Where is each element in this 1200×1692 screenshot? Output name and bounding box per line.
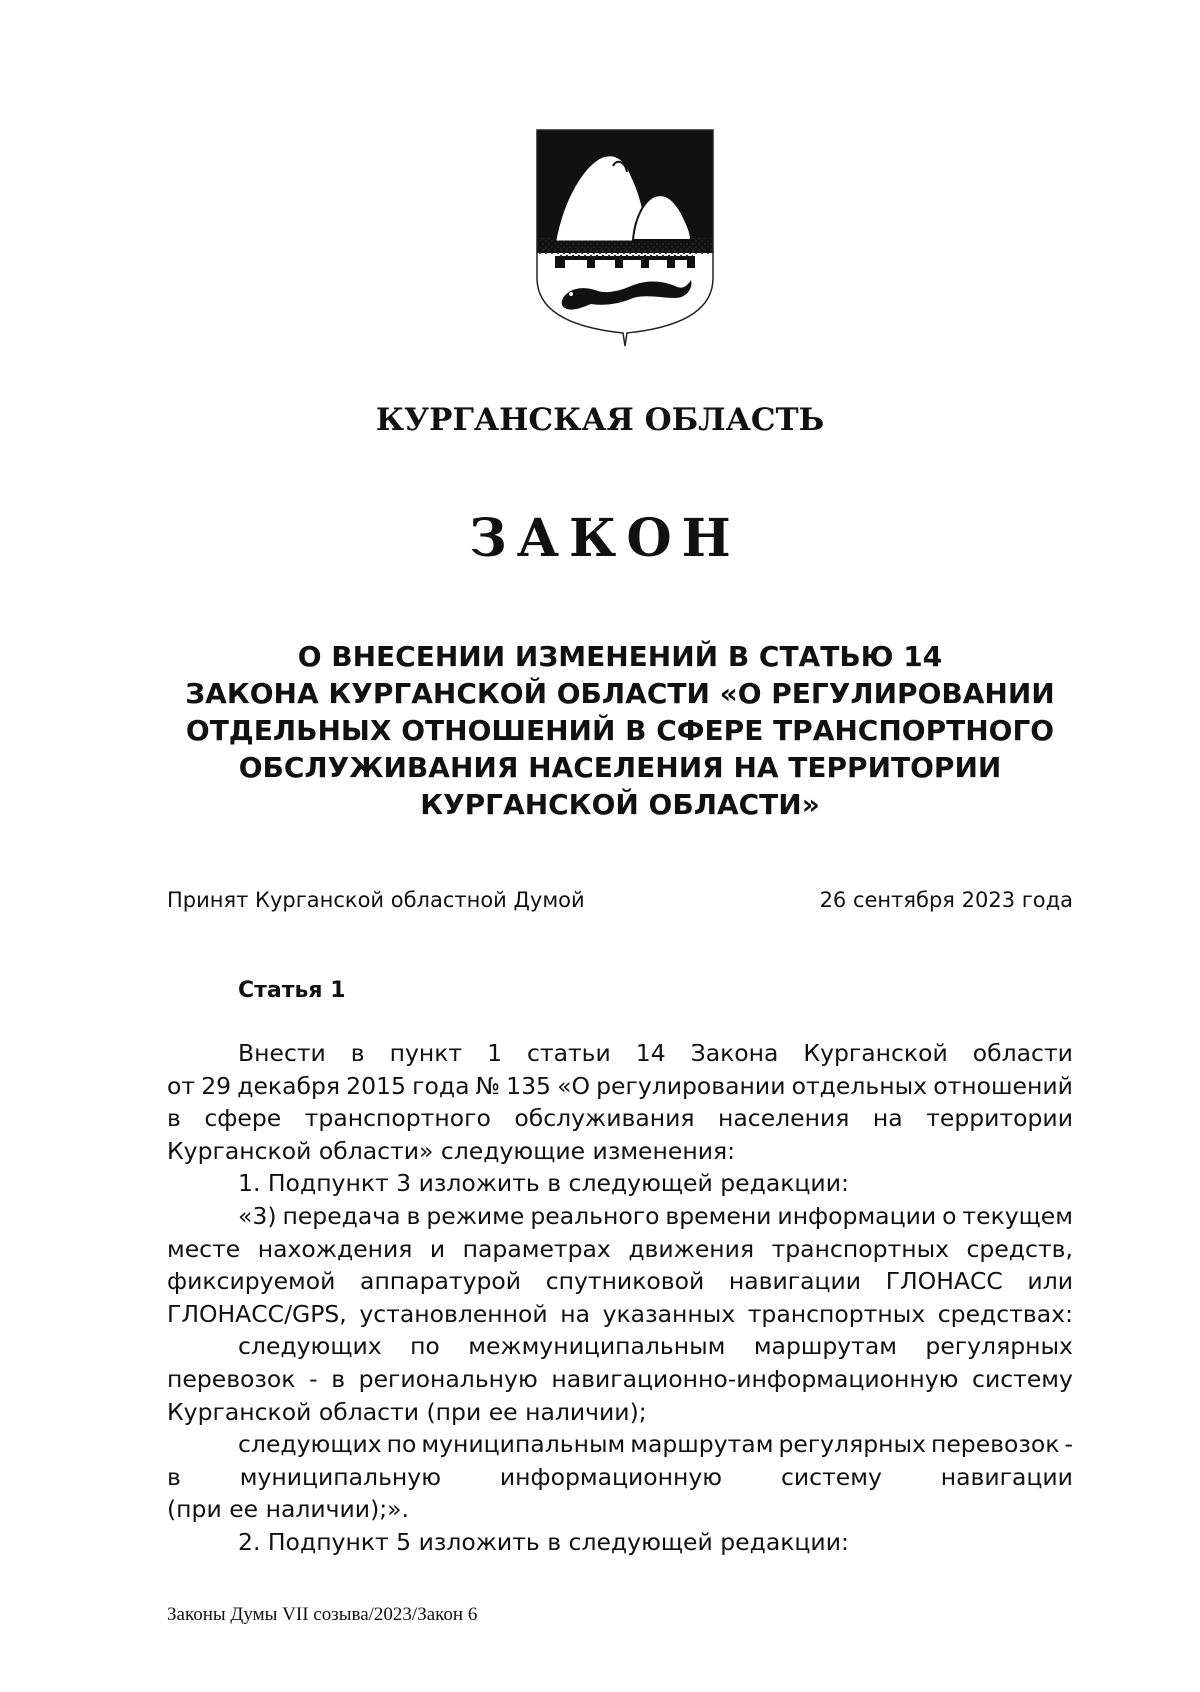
word: навигации bbox=[940, 1462, 1073, 1491]
footer-reference: Законы Думы VII созыва/2023/Закон 6 bbox=[167, 1604, 478, 1625]
title-line: ОТДЕЛЬНЫХ ОТНОШЕНИЙ В СФЕРЕ ТРАНСПОРТНОГО bbox=[185, 714, 1055, 747]
word: в bbox=[167, 1462, 181, 1491]
word: нахождения bbox=[257, 1234, 413, 1263]
word: перевозок bbox=[930, 1430, 1060, 1459]
word: - bbox=[1064, 1430, 1073, 1459]
word: 14 bbox=[635, 1039, 666, 1067]
word: систему bbox=[780, 1462, 882, 1491]
word: по bbox=[386, 1430, 417, 1459]
article-line bbox=[167, 1102, 1073, 1135]
word: ГЛОНАСС bbox=[885, 1267, 1003, 1296]
word: передача bbox=[282, 1201, 401, 1230]
article-line bbox=[167, 1265, 1073, 1298]
word: фиксируемой bbox=[167, 1267, 336, 1296]
word: информации bbox=[777, 1201, 937, 1230]
word: движения bbox=[628, 1234, 755, 1263]
article-line bbox=[167, 1037, 1073, 1070]
law-title bbox=[140, 638, 1100, 823]
word: следующих bbox=[238, 1430, 382, 1459]
word: муниципальную bbox=[239, 1462, 441, 1491]
word: установленной bbox=[359, 1299, 548, 1328]
word: или bbox=[1027, 1267, 1073, 1296]
title-line: ОБСЛУЖИВАНИЯ НАСЕЛЕНИЯ НА ТЕРРИТОРИИ bbox=[238, 751, 1002, 784]
word: региональную bbox=[358, 1364, 538, 1393]
word: аппаратурой bbox=[360, 1267, 522, 1296]
title-line: О ВНЕСЕНИИ ИЗМЕНЕНИЙ В СТАТЬЮ 14 bbox=[297, 640, 943, 673]
word: систему bbox=[972, 1364, 1073, 1393]
article-line bbox=[167, 1461, 1073, 1494]
word: межмуниципальным bbox=[468, 1332, 726, 1361]
word: в bbox=[331, 1364, 346, 1393]
word: текущем bbox=[962, 1201, 1073, 1230]
word: 135 bbox=[506, 1071, 551, 1100]
word: декабря bbox=[237, 1071, 341, 1100]
word: в bbox=[406, 1201, 421, 1230]
article-line bbox=[167, 1298, 1073, 1331]
word: обслуживания bbox=[514, 1104, 695, 1133]
word: информационную bbox=[499, 1462, 723, 1491]
word: Курганской bbox=[803, 1039, 948, 1067]
word: средствах: bbox=[937, 1299, 1073, 1328]
word: маршрутам bbox=[630, 1430, 774, 1459]
title-line: КУРГАНСКОЙ ОБЛАСТИ» bbox=[420, 788, 820, 821]
article-line bbox=[167, 1330, 1073, 1363]
word: - bbox=[309, 1364, 318, 1393]
word: «О bbox=[557, 1071, 590, 1100]
word: регулярных bbox=[778, 1430, 926, 1459]
article-line bbox=[167, 1200, 1073, 1233]
word: от bbox=[167, 1071, 196, 1100]
word: времени bbox=[665, 1201, 772, 1230]
word: ГЛОНАСС/GPS, bbox=[167, 1299, 347, 1328]
word: месте bbox=[167, 1234, 241, 1263]
adopted-by: Принят Курганской областной Думой bbox=[167, 888, 585, 912]
word: года bbox=[412, 1071, 470, 1100]
article-body bbox=[167, 1037, 1073, 1559]
word: пункт bbox=[389, 1039, 463, 1067]
word: реального bbox=[530, 1201, 660, 1230]
region-name: КУРГАНСКАЯ ОБЛАСТЬ bbox=[375, 402, 825, 438]
word: и bbox=[429, 1234, 446, 1263]
word: навигации bbox=[728, 1267, 862, 1296]
word: области bbox=[972, 1039, 1073, 1067]
word: навигационно-информационную bbox=[551, 1364, 959, 1393]
article-heading: Статья 1 bbox=[238, 978, 346, 1003]
coat-of-arms-icon bbox=[535, 128, 715, 362]
word: территории bbox=[926, 1104, 1073, 1133]
word: параметрах bbox=[462, 1234, 611, 1263]
word: в bbox=[350, 1039, 365, 1067]
word: по bbox=[410, 1332, 440, 1361]
word: на bbox=[872, 1104, 903, 1133]
article-line bbox=[167, 1233, 1073, 1266]
word: 2015 bbox=[346, 1071, 406, 1100]
article-line bbox=[167, 1070, 1073, 1103]
word: муниципальным bbox=[421, 1430, 626, 1459]
word: № bbox=[475, 1071, 501, 1100]
article-line bbox=[167, 1428, 1073, 1461]
article-line: 1. Подпункт 3 изложить в следующей редакции: bbox=[238, 1169, 849, 1198]
word: Внести bbox=[238, 1039, 326, 1067]
title-line: ЗАКОНА КУРГАНСКОЙ ОБЛАСТИ «О РЕГУЛИРОВАНИИ bbox=[185, 677, 1055, 710]
word: указанных bbox=[602, 1299, 736, 1328]
word: транспортного bbox=[304, 1104, 491, 1133]
word: маршрутам bbox=[753, 1332, 898, 1361]
article-line: Курганской области» следующие изменения: bbox=[167, 1136, 736, 1165]
word: спутниковой bbox=[545, 1267, 705, 1296]
word: режиме bbox=[426, 1201, 525, 1230]
document-type: ЗАКОН bbox=[469, 508, 741, 569]
article-line: 2. Подпункт 5 изложить в следующей редакции: bbox=[238, 1527, 849, 1556]
word: в bbox=[167, 1104, 181, 1133]
word: транспортных bbox=[747, 1299, 926, 1328]
word: статьи bbox=[526, 1039, 611, 1067]
word: на bbox=[560, 1299, 591, 1328]
word: населения bbox=[718, 1104, 850, 1133]
article-line: Курганской области (при ее наличии); bbox=[167, 1397, 647, 1426]
word: Закона bbox=[690, 1039, 779, 1067]
word: 29 bbox=[201, 1071, 232, 1100]
word: перевозок bbox=[167, 1364, 296, 1393]
word: 1 bbox=[487, 1039, 503, 1067]
word: сфере bbox=[204, 1104, 282, 1133]
word: следующих bbox=[238, 1332, 382, 1361]
word: отношений bbox=[933, 1071, 1073, 1100]
word: регулярных bbox=[925, 1332, 1073, 1361]
word: «3) bbox=[238, 1201, 277, 1230]
word: о bbox=[942, 1201, 957, 1230]
article-line bbox=[167, 1363, 1073, 1396]
word: регулировании bbox=[596, 1071, 786, 1100]
word: отдельных bbox=[791, 1071, 928, 1100]
word: средств, bbox=[966, 1234, 1073, 1263]
adoption-date: 26 сентября 2023 года bbox=[819, 888, 1073, 912]
word: транспортных bbox=[771, 1234, 950, 1263]
article-line: (при ее наличии);». bbox=[167, 1495, 409, 1524]
